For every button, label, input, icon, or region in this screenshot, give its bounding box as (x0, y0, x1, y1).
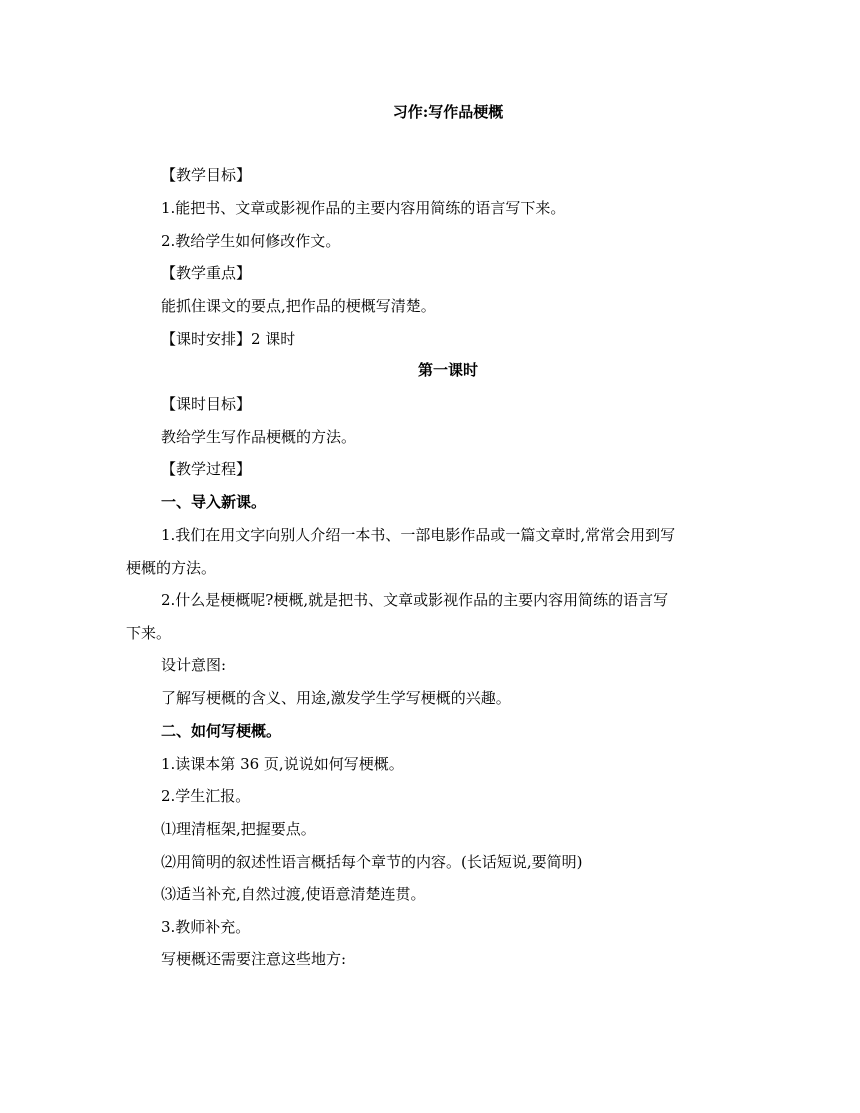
section-1-item-2-line-1: 2.什么是梗概呢?梗概,就是把书、文章或影视作品的主要内容用简练的语言写 (161, 591, 669, 609)
document-title: 习作:写作品梗概 (392, 103, 504, 121)
section-2-item-1: 1.读课本第 36 页,说说如何写梗概。 (161, 755, 404, 773)
section-2-item-2: 2.学生汇报。 (161, 787, 251, 805)
goal-1: 1.能把书、文章或影视作品的主要内容用简练的语言写下来。 (161, 199, 566, 217)
section-2-sub-3: ⑶适当补充,自然过渡,使语意清楚连贯。 (161, 885, 426, 903)
section-2-note: 写梗概还需要注意这些地方: (161, 950, 347, 968)
key-point-text: 能抓住课文的要点,把作品的梗概写清楚。 (161, 297, 436, 315)
design-intent-text: 了解写梗概的含义、用途,激发学生学写梗概的兴趣。 (161, 689, 511, 707)
section-1-item-1-line-1: 1.我们在用文字向别人介绍一本书、一部电影作品或一篇文章时,常常会用到写 (161, 526, 676, 544)
section-2-heading: 二、如何写梗概。 (161, 722, 282, 740)
process-heading: 【教学过程】 (161, 460, 252, 478)
section-1-item-2-line-2: 下来。 (126, 624, 172, 642)
lesson-one-title: 第一课时 (417, 361, 478, 379)
schedule: 【课时安排】2 课时 (161, 330, 296, 348)
section-2-sub-2: ⑵用简明的叙述性语言概括每个章节的内容。(长话短说,要简明) (161, 853, 583, 871)
design-intent-label: 设计意图: (161, 656, 227, 674)
goal-2: 2.教给学生如何修改作文。 (161, 232, 341, 250)
section-1-item-1-line-2: 梗概的方法。 (126, 559, 217, 577)
teaching-goal-heading: 【教学目标】 (161, 166, 252, 184)
key-point-heading: 【教学重点】 (161, 264, 252, 282)
lesson-goal-text: 教给学生写作品梗概的方法。 (161, 428, 357, 446)
lesson-goal-heading: 【课时目标】 (161, 395, 252, 413)
section-1-heading: 一、导入新课。 (161, 493, 267, 511)
section-2-item-3: 3.教师补充。 (161, 918, 251, 936)
section-2-sub-1: ⑴理清框架,把握要点。 (161, 820, 316, 838)
